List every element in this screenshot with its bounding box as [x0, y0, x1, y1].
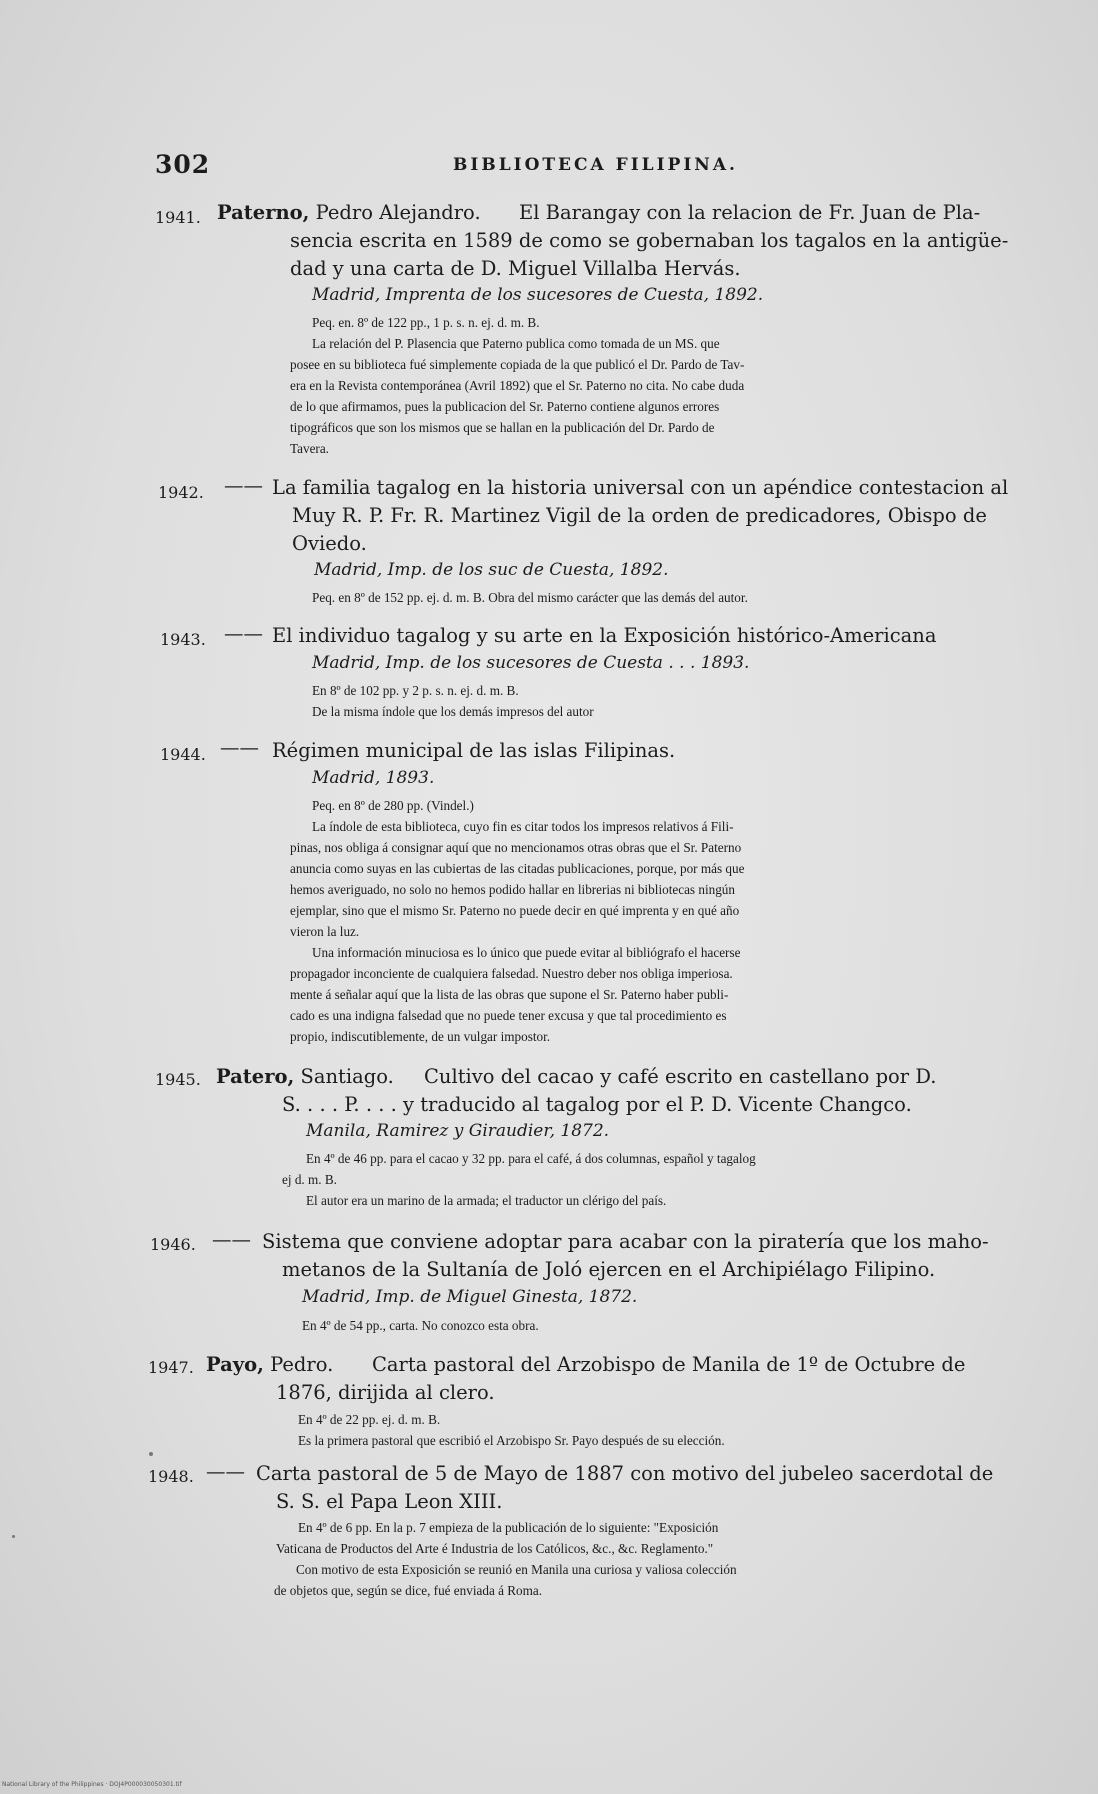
note-line: posee en su biblioteca fué simplemente copiada de la que publicó el Dr. Pardo de Tav-	[290, 357, 745, 372]
entry-number: 1941.	[155, 208, 201, 227]
imprint: Madrid, Imp. de los suc de Cuesta, 1892.	[314, 560, 669, 580]
note-line: ejemplar, sino que el mismo Sr. Paterno no puede decir en qué imprenta y en qué año	[290, 903, 740, 918]
note-line: Con motivo de esta Exposición se reunió en Manila una curiosa y valiosa colección	[296, 1562, 737, 1577]
collation-note: En 8º de 102 pp. y 2 p. s. n. ej. d. m. B.	[312, 683, 519, 698]
title-line: 1876, dirijida al clero.	[276, 1381, 495, 1404]
collation-note: En 4º de 46 pp. para el cacao y 32 pp. para el café, á dos columnas, español y tagalog	[306, 1151, 756, 1166]
title-line: Muy R. P. Fr. R. Martinez Vigil de la orden de predicadores, Obispo de	[292, 504, 987, 527]
imprint: Manila, Ramirez y Giraudier, 1872.	[306, 1121, 610, 1141]
entry-number: 1942.	[158, 483, 204, 502]
entry-number: 1943.	[160, 630, 206, 649]
title-line: dad y una carta de D. Miguel Villalba Hervás.	[290, 257, 741, 280]
ditto-dash: ——	[206, 1460, 245, 1483]
note-line: El autor era un marino de la armada; el traductor un clérigo del país.	[306, 1193, 667, 1208]
note-line: de lo que afirmamos, pues la publicacion del Sr. Paterno contiene algunos errores	[290, 399, 720, 414]
note-line: De la misma índole que los demás impresos del autor	[312, 704, 594, 719]
note-line: La relación del P. Plasencia que Paterno publica como tomada de un MS. que	[312, 336, 720, 351]
title-line: El Barangay con la relacion de Fr. Juan de Pla-	[519, 201, 981, 224]
note-line: pinas, nos obliga á consignar aquí que no mencionamos otras obras que el Sr. Paterno	[290, 840, 742, 855]
imprint: Madrid, Imprenta de los sucesores de Cuesta, 1892.	[312, 285, 764, 305]
title-line: sencia escrita en 1589 de como se gobernaban los tagalos en la antigüe-	[290, 229, 1009, 252]
collation-note: Peq. en 8º de 152 pp. ej. d. m. B. Obra del mismo carácter que las demás del autor.	[312, 590, 748, 605]
entry-heading	[217, 201, 481, 224]
imprint: Madrid, Imp. de los sucesores de Cuesta . . . 1893.	[312, 653, 750, 673]
title-line: Sistema que conviene adoptar para acabar con la piratería que los maho-	[262, 1230, 989, 1253]
entry-number: 1947.	[148, 1358, 194, 1377]
title-line: metanos de la Sultanía de Joló ejercen en el Archipiélago Filipino.	[282, 1258, 936, 1281]
page-number: 302	[155, 150, 211, 179]
author-given-name: Pedro.	[263, 1353, 334, 1376]
note-line: mente á señalar aquí que la lista de las obras que supone el Sr. Paterno haber publi-	[290, 987, 729, 1002]
note-line: tipográficos que son los mismos que se hallan en la publicación del Dr. Pardo de	[290, 420, 715, 435]
scan-speck	[149, 1452, 153, 1456]
note-line: Tavera.	[290, 441, 329, 456]
collation-note: En 4º de 6 pp. En la p. 7 empieza de la publicación de lo siguiente: "Exposición	[298, 1520, 719, 1535]
title-line: El individuo tagalog y su arte en la Exposición histórico-Americana	[272, 624, 937, 647]
note-line: ej d. m. B.	[282, 1172, 337, 1187]
ditto-dash: ——	[224, 474, 263, 497]
imprint: Madrid, Imp. de Miguel Ginesta, 1872.	[302, 1287, 638, 1307]
author-given-name: Pedro Alejandro.	[309, 201, 481, 224]
note-line: era en la Revista contemporánea (Avril 1892) que el Sr. Paterno no cita. No cabe duda	[290, 378, 745, 393]
collation-note: Peq. en 8º de 280 pp. (Vindel.)	[312, 798, 474, 813]
entry-number: 1945.	[155, 1070, 201, 1089]
title-line: La familia tagalog en la historia universal con un apéndice contestacion al	[272, 476, 1009, 499]
note-line: de objetos que, según se dice, fué enviada á Roma.	[274, 1583, 543, 1598]
ditto-dash: ——	[212, 1228, 251, 1251]
author-given-name: Santiago.	[294, 1065, 394, 1088]
author-name: Patero,	[216, 1065, 295, 1088]
author-name: Payo,	[206, 1353, 264, 1376]
note-line: hemos averiguado, no solo no hemos podido hallar en librerias ni bibliotecas ningún	[290, 882, 735, 897]
page-header	[155, 150, 955, 180]
ditto-dash: ——	[220, 736, 259, 759]
entry-heading	[206, 1353, 333, 1376]
author-name: Paterno,	[217, 201, 310, 224]
note-line: La índole de esta biblioteca, cuyo fin es citar todos los impresos relativos á Fili-	[312, 819, 734, 834]
note-line: Vaticana de Productos del Arte é Industria de los Católicos, &c., &c. Reglamento."	[276, 1541, 714, 1556]
title-line: Carta pastoral de 5 de Mayo de 1887 con motivo del jubeleo sacerdotal de	[256, 1462, 994, 1485]
title-line: S. . . . P. . . . y traducido al tagalog por el P. D. Vicente Changco.	[282, 1093, 912, 1116]
note-line: propagador inconciente de cualquiera falsedad. Nuestro deber nos obliga imperiosa.	[290, 966, 733, 981]
note-line: Una información minuciosa es lo único que puede evitar al bibliógrafo el hacerse	[312, 945, 741, 960]
running-title: BIBLIOTECA FILIPINA.	[453, 155, 738, 175]
note-line: cado es una indigna falsedad que no puede tener excusa y que tal procedimiento es	[290, 1008, 727, 1023]
collation-note: Peq. en. 8º de 122 pp., 1 p. s. n. ej. d. m. B.	[312, 315, 540, 330]
scan-credit: National Library of the Philippines · DOJ4P000030050301.tif	[2, 1781, 182, 1788]
title-line: Cultivo del cacao y café escrito en castellano por D.	[424, 1065, 937, 1088]
ditto-dash: ——	[224, 622, 263, 645]
note-line: vieron la luz.	[290, 924, 360, 939]
title-line: Régimen municipal de las islas Filipinas.	[272, 739, 676, 762]
title-line: Oviedo.	[292, 532, 367, 555]
title-line: Carta pastoral del Arzobispo de Manila de 1º de Octubre de	[372, 1353, 966, 1376]
note-line: Es la primera pastoral que escribió el Arzobispo Sr. Payo después de su elección.	[298, 1433, 725, 1448]
title-line: S. S. el Papa Leon XIII.	[276, 1490, 503, 1513]
scan-speck	[12, 1535, 15, 1538]
imprint: Madrid, 1893.	[312, 768, 435, 788]
collation-note: En 4º de 54 pp., carta. No conozco esta obra.	[302, 1318, 539, 1333]
entry-number: 1946.	[150, 1235, 196, 1254]
note-line: anuncia como suyas en las cubiertas de las citadas publicaciones, porque, por más que	[290, 861, 745, 876]
note-line: propio, indiscutiblemente, de un vulgar impostor.	[290, 1029, 551, 1044]
entry-number: 1944.	[160, 745, 206, 764]
entry-number: 1948.	[148, 1467, 194, 1486]
collation-note: En 4º de 22 pp. ej. d. m. B.	[298, 1412, 441, 1427]
entry-heading	[216, 1065, 394, 1088]
